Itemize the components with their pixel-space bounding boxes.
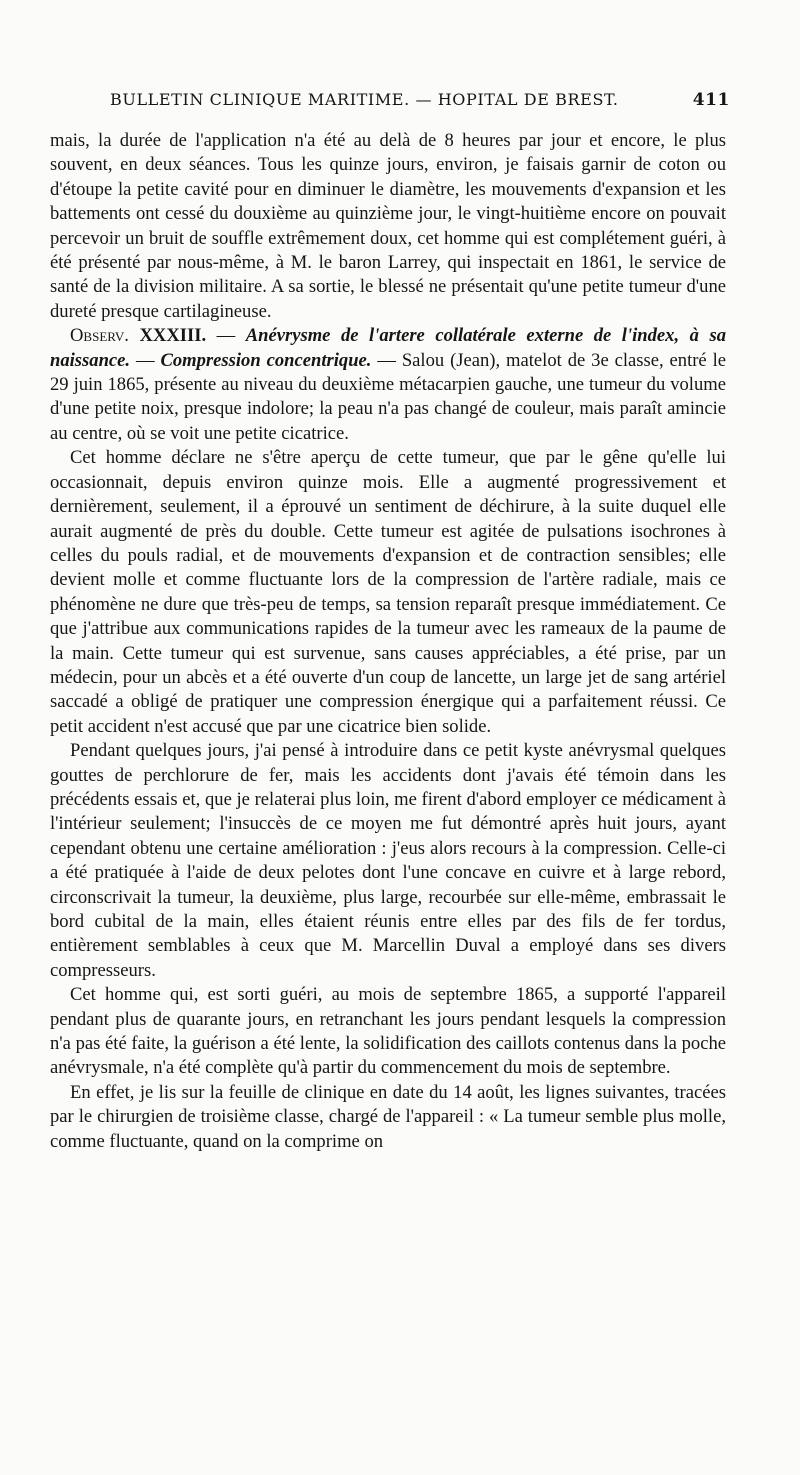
observation-label: Observ. [70, 325, 129, 347]
title-dash: — [206, 325, 246, 347]
page-number: 411 [692, 90, 730, 110]
page-header [110, 90, 730, 116]
paragraph-outcome: Cet homme qui, est sorti guéri, au mois de septembre 1865, a supporté l'appareil pendant plus de quarante jours, en retranchant les jours pendant lesquels la compression n'a pas été faite, la guérison a été lente, la solidification des caillots contenus dans la poche anévrysmale, n'a été complète qu'à partir du commencement du mois de septembre. [50, 984, 726, 1079]
paragraph-continuation: mais, la durée de l'application n'a été au delà de 8 heures par jour et encore, le plus souvent, en deux séances. Tous les quinze jours, environ, je faisais garnir de coton ou d'étoupe la petite cavité pour en diminuer le diamètre, les mouvements d'expansion et les battements ont cessé du douxième au quinzième jour, le vingt-huitième encore on pouvait percevoir un bruit de souffle extrêmement doux, cet homme qui est complétement guéri, à été présenté par nous-même, à M. le baron Larrey, qui inspectait en 1861, le service de santé de la division militaire. A sa sortie, le blessé ne présentait qu'une petite tumeur d'une dureté presque cartilagineuse. [50, 130, 726, 322]
body-text [50, 129, 726, 1154]
running-title: BULLETIN CLINIQUE MARITIME. — HOPITAL DE BREST. [110, 90, 619, 109]
observation-paragraph [50, 324, 726, 446]
paragraph-symptoms: Cet homme déclare ne s'être aperçu de cette tumeur, que par le gêne qu'elle lui occasionnait, depuis environ quinze mois. Elle a augmenté progressivement et dernièrement, seulement, il a éprouvé un sentiment de déchirure, à la suite duquel elle aurait augmenté de près du double. Cette tumeur est agitée de pulsations isochrones à celles du pouls radial, et de mouvements d'expansion et de contraction sensibles; elle devient molle et comme fluctuante lors de la compression de l'artère radiale, mais ce phénomène ne dure que très-peu de temps, sa tension reparaît presque immédiatement. Ce que j'attribue aux communications rapides de la tumeur avec les rameaux de la paume de la main. Cette tumeur qui est survenue, sans causes appréciables, a été prise, par un médecin, pour un abcès et a été ouverte d'un coup de lancette, un large jet de sang artériel saccadé a obligé de pratiquer une compression énergique qui a parfaitement réussi. Ce petit accident n'est accusé que par une cicatrice bien solide. [50, 447, 726, 737]
subtitle-dash: — [130, 349, 161, 371]
paragraph-treatment: Pendant quelques jours, j'ai pensé à introduire dans ce petit kyste anévrysmal quelques gouttes de perchlorure de fer, mais les accidents dont j'avais été témoin dans les précédents essais et, que je relaterai plus loin, me firent d'abord employer ce médicament à l'intérieur seulement; l'insuccès de ce moyen me fut démontré après huit jours, ayant cependant obtenu une certaine amélioration : j'eus alors recours à la compression. Celle-ci a été pratiquée à l'aide de deux pelotes dont l'une concave en cuivre et à large rebord, circonscrivait la tumeur, la deuxième, plus large, recourbée sur elle-même, embrassait le bord cubital de la main, elles étaient réunis entre elles par des fils de fer tordus, entièrement semblables à ceux que M. Marcellin Duval a employé dans ses divers compresseurs. [50, 740, 726, 981]
observation-title: Anévrysme de l'artere collatérale externe de l'index, à sa naissance. [50, 325, 726, 371]
observation-text: — Salou (Jean), matelot de 3e classe, entré le 29 juin 1865, présente au niveau du deuxième métacarpien gauche, une tumeur du volume d'une petite noix, presque indolore; la peau n'a pas changé de couleur, mais paraît amincie au centre, où se voit une petite cicatrice. [50, 349, 727, 444]
paragraph-clinical-notes: En effet, je lis sur la feuille de clinique en date du 14 août, les lignes suivantes, tracées par le chirurgien de troisième classe, chargé de l'appareil : « La tumeur semble plus molle, comme fluctuante, quand on la comprime on [50, 1081, 726, 1152]
observation-number: XXXIII. [139, 325, 207, 347]
observation-subtitle: Compression concentrique. [160, 349, 372, 371]
